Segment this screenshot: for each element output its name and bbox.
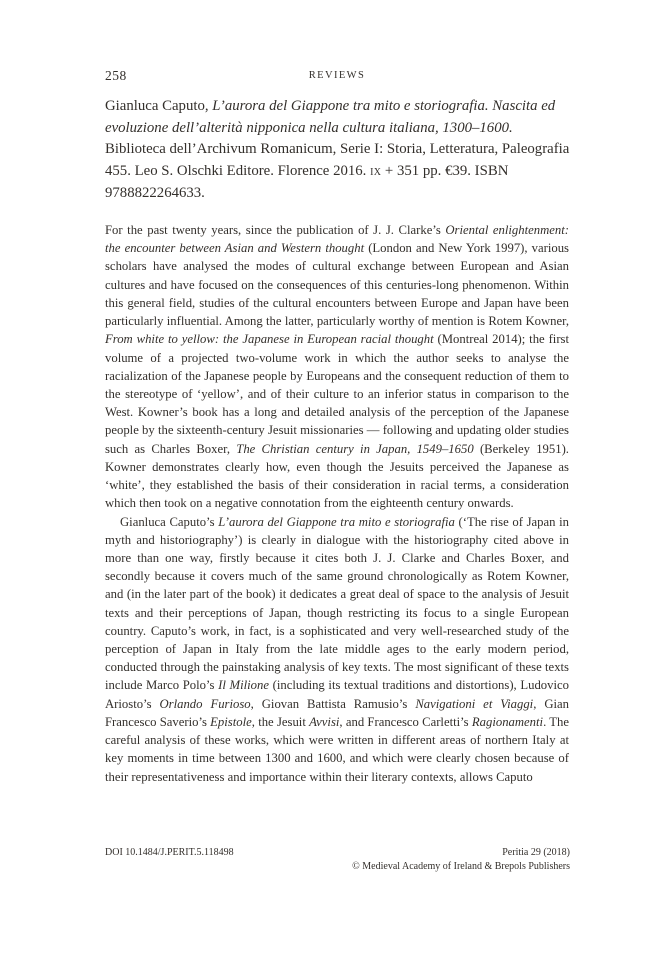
page-footer [105,846,570,874]
running-head [105,70,569,81]
running-title: REVIEWS [308,70,366,81]
paragraph: For the past twenty years, since the publication of J. J. Clarke’s Oriental enlightenment: the encounter between Asian and Western thought (London and New York 1997), various scholars have analysed the modes of cultural exchange between European and Asian cultures and have focused on the consequences of this centuries-long phenomenon. Within this general field, studies of the cultural encounters between Europe and Japan have been particularly influential. Among the latter, particularly worthy of mention is Rotem Kowner, From white to yellow: the Japanese in European racial thought (Montreal 2014); the first volume of a projected two-volume work in which the author seeks to analyse the racialization of the Japanese people by Europeans and the consequent reduction of them to the stereotype of ‘yellow’, and of their culture to an inferior status in comparison to the West. Kowner’s book has a long and detailed analysis of the perception of the Japanese people by the sixteenth-century Jesuit missionaries — following and updating older studies such as Charles Boxer, The Christian century in Japan, 1549–1650 (Berkeley 1951). Kowner demonstrates clearly how, even though the Jesuits perceived the Japanese as ‘white’, they established the basis of their consideration in racial terms, a consideration which then took on a negative connotation from the eighteenth century onwards. [105,223,570,511]
copyright: © Medieval Academy of Ireland & Brepols Publishers [352,860,570,872]
review-body [105,221,569,786]
paragraph: Gianluca Caputo’s L’aurora del Giappone tra mito e storiografia (‘The rise of Japan in myth and historiography’) is clearly in dialogue with the historiography cited above in more than one way, firstly because it cites both J. J. Clarke and Charles Boxer, and secondly because it covers much of the same ground chronologically as Rotem Kowner, and (in the later part of the book) it dedicates a great deal of space to the analysis of Jesuit texts and their perceptions of Japan, though restricting its focus to a single European country. Caputo’s work, in fact, is a sophisticated and very well-researched study of the perception of Japan in Italy from the late middle ages to the early modern period, conducted through the painstaking analysis of key texts. The most significant of these texts include Marco Polo’s Il Milione (including its textual traditions and distortions), Ludovico Ariosto’s Orlando Furioso, Giovan Battista Ramusio’s Navigationi et Viaggi, Gian Francesco Saverio’s Epistole, the Jesuit Avvisi, and Francesco Carletti’s Ragionamenti. The careful analysis of these works, which were written in different areas of northern Italy at key moments in time between 1300 and 1600, and which were clearly chosen because of their representativeness and importance within their literary contexts, allows Caputo [105,514,570,784]
journal-ref: Peritia 29 (2018) [502,847,570,858]
imprint [352,846,570,874]
doi: DOI 10.1484/J.PERIT.5.118498 [105,847,234,858]
page-number: 258 [105,68,127,83]
book-citation: Gianluca Caputo, L’aurora del Giappone tra mito e storiografia. Nascita ed evoluzione dell’alterità nipponica nella cultura italiana, 1300–1600. Biblioteca dell’Archivum Romanicum, Serie I: Storia, Letteratura, Paleografia 455. Leo S. Olschki Editore. Florence 2016. ix + 351 pp. €39. ISBN 9788822264633. [105,98,570,201]
